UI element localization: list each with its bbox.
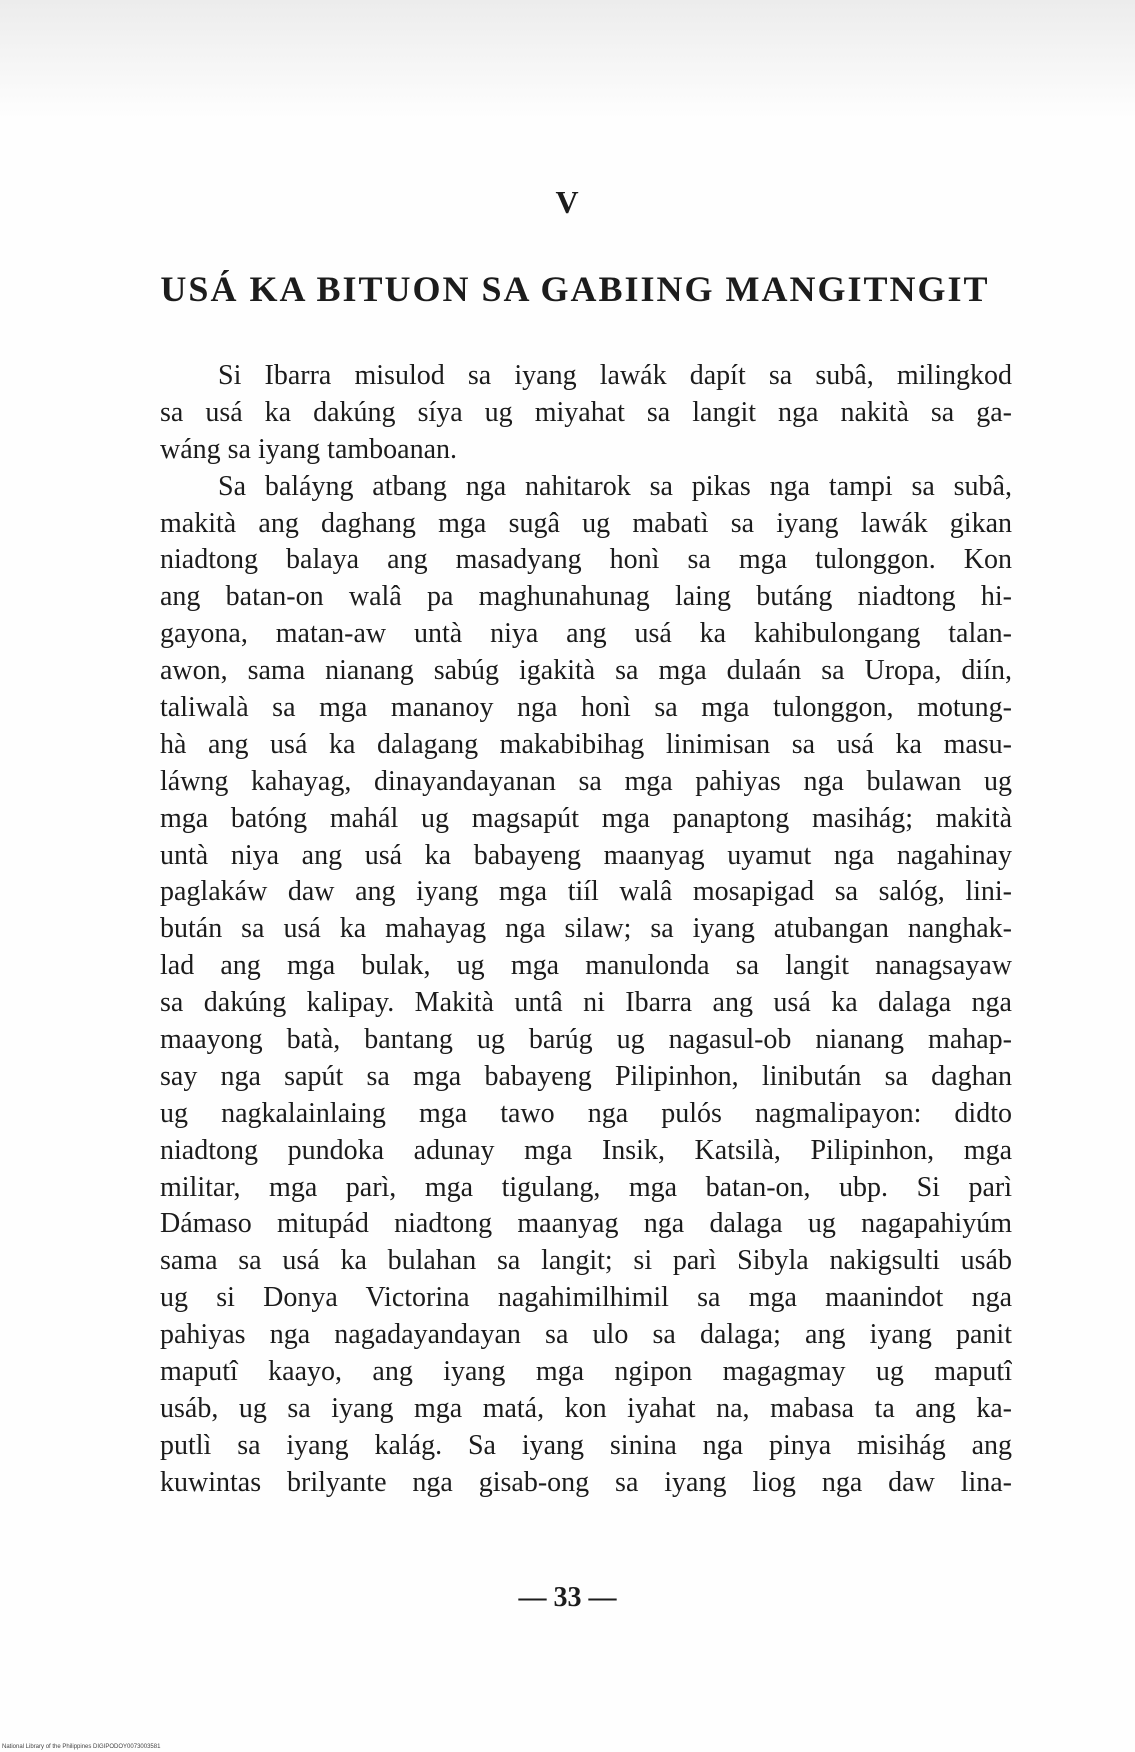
page-number: — 33 —	[518, 1582, 617, 1613]
text-line: sa dakúng kalipay. Makità untâ ni Ibarra ang usá ka dalaga nga	[160, 987, 1012, 1019]
text-line: Sa baláyng atbang nga nahitarok sa pikas nga tampi sa subâ,	[218, 470, 1012, 502]
text-line: lad ang mga bulak, ug mga manulonda sa langit nanagsayaw	[160, 950, 1012, 982]
text-line: putlì sa iyang kalág. Sa iyang sinina nga pinya misihág ang	[160, 1429, 1012, 1461]
text-line: wáng sa iyang tamboanan.	[160, 433, 458, 465]
text-line: mga batóng mahál ug magsapút mga panaptong masihág; makità	[160, 802, 1012, 834]
text-line: say nga sapút sa mga babayeng Pilipinhon, linibután sa daghan	[160, 1060, 1012, 1092]
chapter-title: USÁ KA BITUON SA GABIING MANGITNGIT	[160, 269, 990, 309]
text-line: ug nagkalainlaing mga tawo nga pulós nagmalipayon: didto	[160, 1097, 1012, 1129]
text-line: makità ang daghang mga sugâ ug mabatì sa iyang lawák gikan	[160, 507, 1012, 539]
paragraph	[160, 469, 1012, 1502]
text-line: sa usá ka dakúng síya ug miyahat sa langit nga nakità sa ga-	[160, 396, 1012, 428]
text-line: awon, sama nianang sabúg igakità sa mga dulaán sa Uropa, diín,	[160, 655, 1012, 687]
text-line: untà niya ang usá ka babayeng maanyag uyamut nga nagahinay	[160, 839, 1012, 871]
text-line: ug si Donya Victorina nagahimilhimil sa mga maanindot nga	[160, 1282, 1012, 1314]
text-line: láwng kahayag, dinayandayanan sa mga pahiyas nga bulawan ug	[160, 765, 1012, 797]
scan-footer: National Library of the Philippines DIGIPODOY0073003581	[2, 1744, 161, 1750]
text-line: bután sa usá ka mahayag nga silaw; sa iyang atubangan nanghak-	[160, 913, 1012, 945]
text-line: sama sa usá ka bulahan sa langit; si parì Sibyla nakigsulti usáb	[160, 1245, 1012, 1277]
paragraph	[160, 358, 1012, 469]
text-line: Si Ibarra misulod sa iyang lawák dapít sa subâ, milingkod	[218, 360, 1012, 391]
text-line: maputî kaayo, ang iyang mga ngipon magagmay ug maputî	[160, 1356, 1012, 1388]
text-line: hà ang usá ka dalagang makabibihag linimisan sa usá ka masu-	[160, 728, 1012, 760]
text-line: paglakáw daw ang iyang mga tiíl walâ mosapigad sa salóg, lini-	[160, 876, 1012, 908]
text-line: pahiyas nga nagadayandayan sa ulo sa dalaga; ang iyang panit	[160, 1319, 1012, 1351]
text-line: ang batan-on walâ pa maghunahunag laing butáng niadtong hi-	[160, 581, 1012, 613]
text-line: niadtong balaya ang masadyang honì sa mga tulonggon. Kon	[160, 544, 1012, 576]
text-line: kuwintas brilyante nga gisab-ong sa iyang liog nga daw lina-	[160, 1466, 1012, 1498]
scan-shading	[0, 0, 1135, 120]
text-line: Dámaso mitupád niadtong maanyag nga dalaga ug nagapahiyúm	[160, 1208, 1012, 1240]
text-line: maayong batà, bantang ug barúg ug nagasul-ob nianang mahap-	[160, 1024, 1012, 1056]
text-line: militar, mga parì, mga tigulang, mga batan-on, ubp. Si parì	[160, 1171, 1012, 1203]
text-line: niadtong pundoka adunay mga Insik, Katsilà, Pilipinhon, mga	[160, 1134, 1012, 1166]
text-line: usáb, ug sa iyang mga matá, kon iyahat na, mabasa ta ang ka-	[160, 1392, 1012, 1424]
chapter-number: V	[555, 184, 580, 220]
chapter-body	[160, 358, 1012, 1502]
text-line: taliwalà sa mga mananoy nga honì sa mga tulonggon, motung-	[160, 692, 1012, 724]
text-line: gayona, matan-aw untà niya ang usá ka kahibulongang talan-	[160, 618, 1012, 650]
